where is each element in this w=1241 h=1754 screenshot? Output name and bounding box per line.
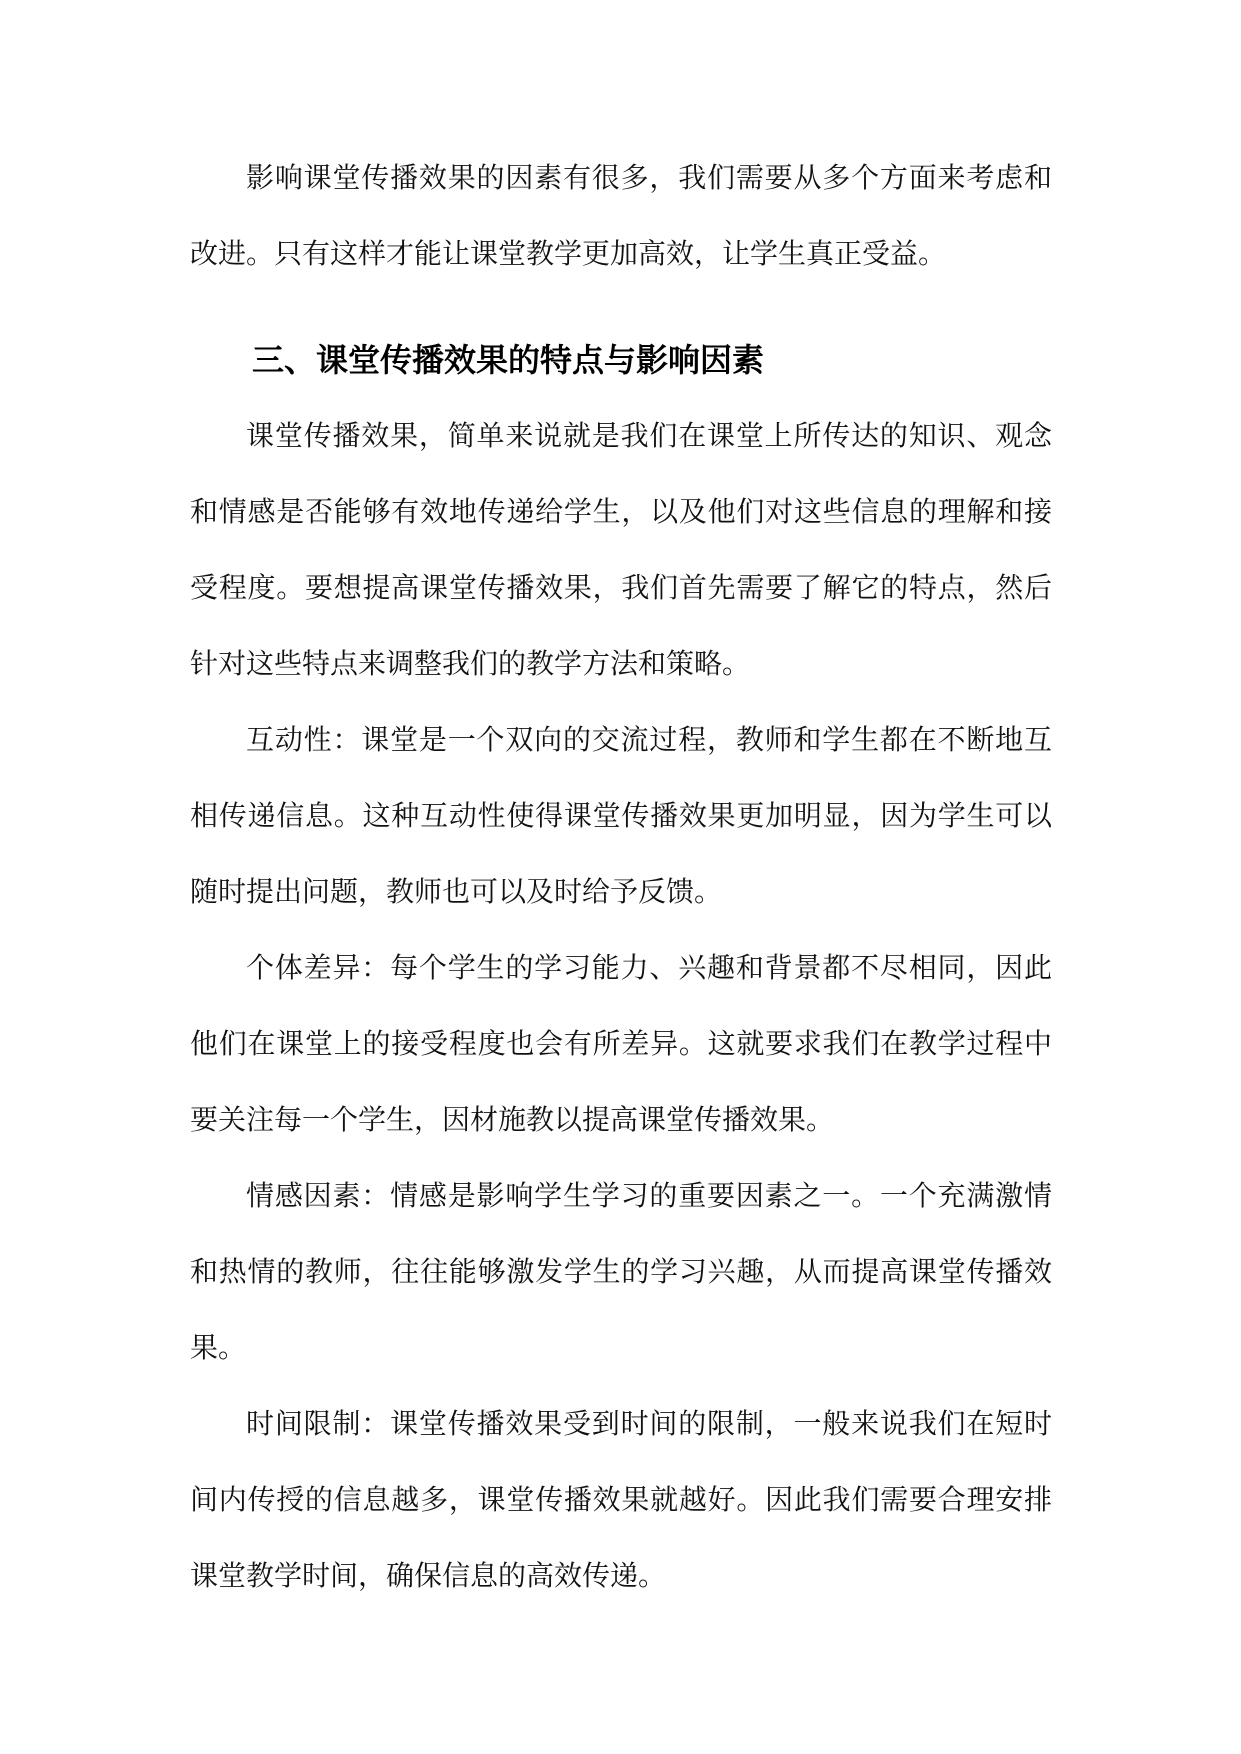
paragraph-time-limit: 时间限制：课堂传播效果受到时间的限制，一般来说我们在短时间内传授的信息越多，课堂传播效果就越好。因此我们需要合理安排课堂教学时间，确保信息的高效传递。 (190, 1407, 1052, 1592)
paragraph-interactivity: 互动性：课堂是一个双向的交流过程，教师和学生都在不断地互相传递信息。这种互动性使得课堂传播效果更加明显，因为学生可以随时提出问题，教师也可以及时给予反馈。 (190, 723, 1052, 908)
document-body (190, 140, 1052, 1614)
intro-paragraph: 影响课堂传播效果的因素有很多，我们需要从多个方面来考虑和改进。只有这样才能让课堂教学更加高效，让学生真正受益。 (190, 161, 1052, 270)
paragraph-definition: 课堂传播效果，简单来说就是我们在课堂上所传达的知识、观念和情感是否能够有效地传递给学生，以及他们对这些信息的理解和接受程度。要想提高课堂传播效果，我们首先需要了解它的特点，然后针对这些特点来调整我们的教学方法和策略。 (190, 419, 1052, 680)
paragraph-emotional-factors: 情感因素：情感是影响学生学习的重要因素之一。一个充满激情和热情的教师，往往能够激发学生的学习兴趣，从而提高课堂传播效果。 (190, 1179, 1052, 1364)
paragraph-individual-differences: 个体差异：每个学生的学习能力、兴趣和背景都不尽相同，因此他们在课堂上的接受程度也会有所差异。这就要求我们在教学过程中要关注每一个学生，因材施教以提高课堂传播效果。 (190, 951, 1052, 1136)
section-heading: 三、课堂传播效果的特点与影响因素 (252, 341, 765, 379)
